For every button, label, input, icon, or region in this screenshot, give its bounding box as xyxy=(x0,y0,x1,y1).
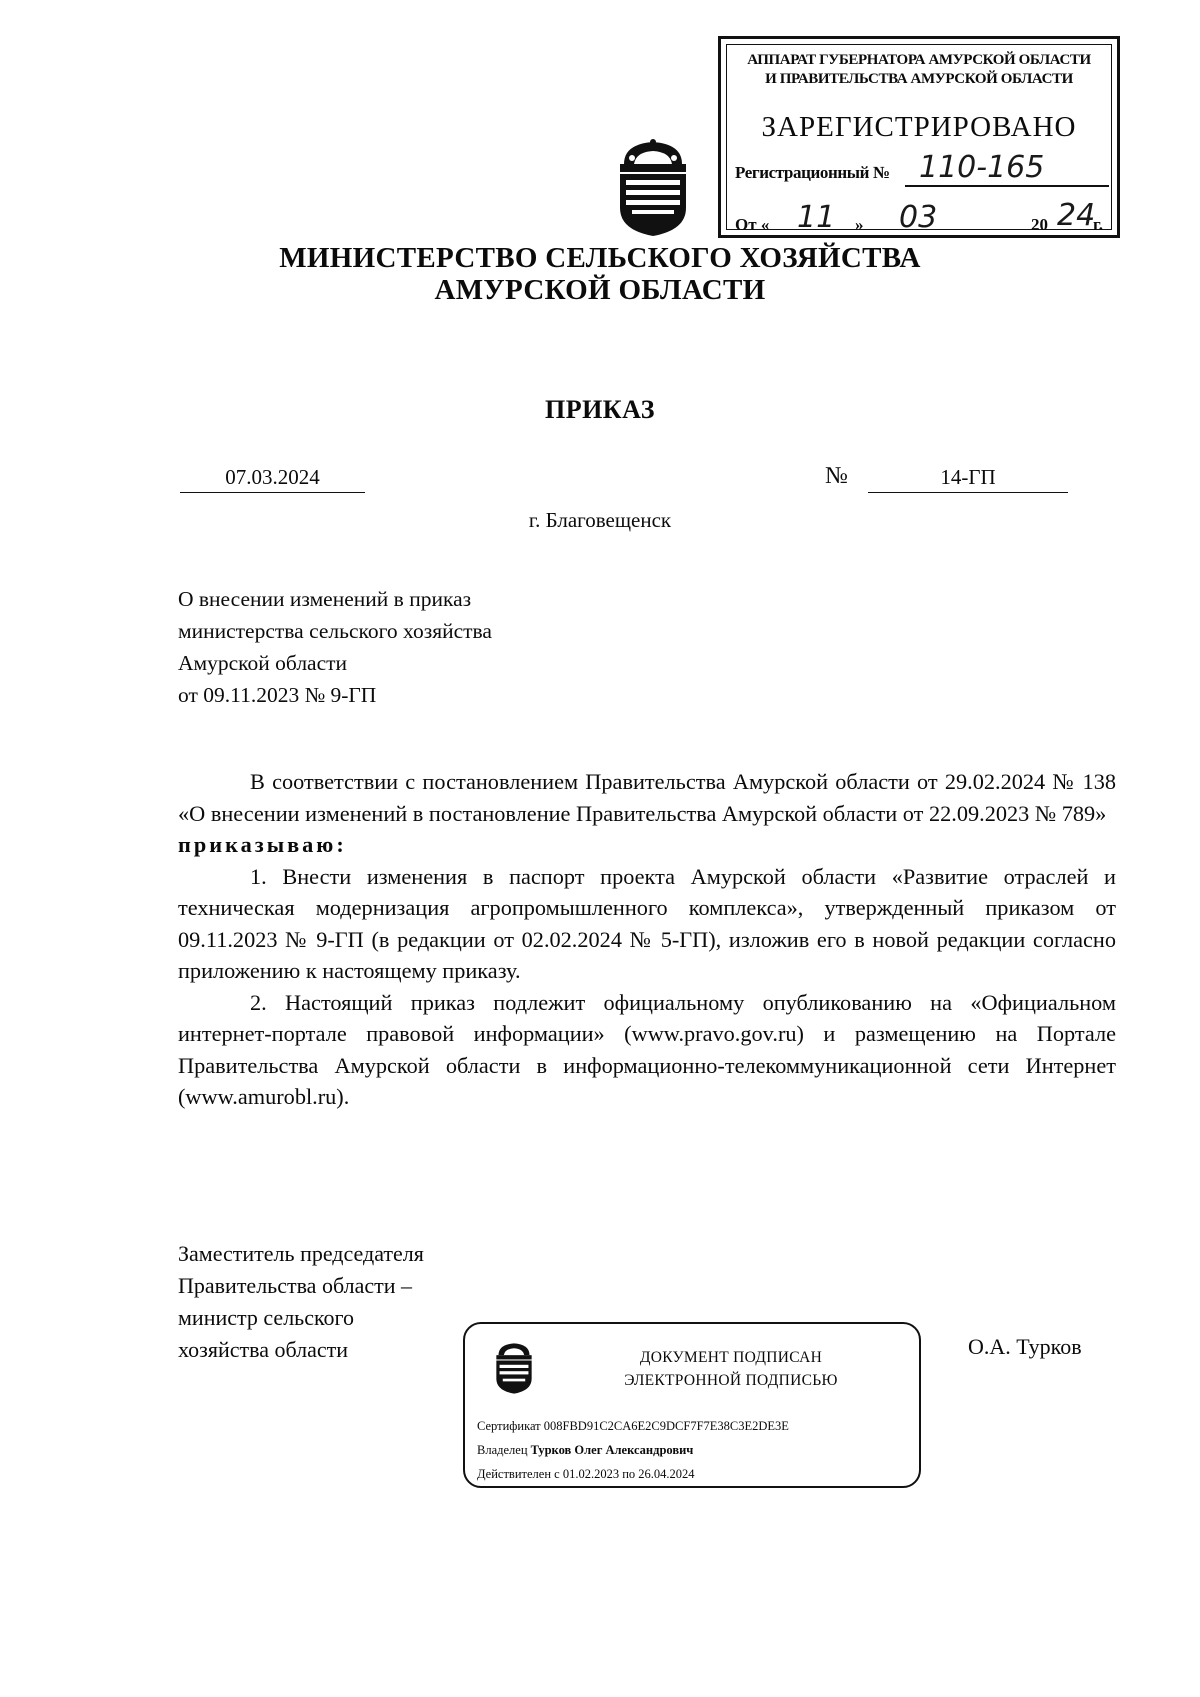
ministry-title-line2: АМУРСКОЙ ОБЛАСТИ xyxy=(434,274,766,306)
signer-position-line: хозяйства области xyxy=(178,1337,349,1362)
registration-month-underline xyxy=(873,235,995,237)
subject-line: О внесении изменений в приказ xyxy=(178,587,472,611)
esig-owner-label: Владелец xyxy=(477,1443,528,1457)
document-type-heading: ПРИКАЗ xyxy=(544,395,656,424)
orders-word: приказываю: xyxy=(178,832,347,857)
order-subject xyxy=(178,583,492,711)
registration-day-handwritten: 11 xyxy=(797,200,836,235)
city: г. Благовещенск xyxy=(528,508,672,532)
registration-status: ЗАРЕГИСТРИРОВАНО xyxy=(761,111,1077,143)
esig-valid-from-word: с xyxy=(554,1467,560,1481)
registration-org-line1: АППАРАТ ГУБЕРНАТОРА АМУРСКОЙ ОБЛАСТИ xyxy=(747,52,1091,68)
esig-valid-label: Действителен xyxy=(477,1467,552,1481)
registration-date-prefix: От « xyxy=(735,215,770,234)
esig-valid-to: 26.04.2024 xyxy=(638,1467,695,1481)
signer-position-line: Заместитель председателя xyxy=(178,1241,424,1266)
preamble-paragraph: В соответствии с постановлением Правительства Амурской области от 29.02.2024 № 138 «О внесении изменений в постановление Правительства Амурской области от 22.09.2023 № 789» xyxy=(178,769,1116,826)
registration-number-label: Регистрационный № xyxy=(735,163,890,182)
esig-owner-value: Турков Олег Александрович xyxy=(530,1443,694,1457)
esig-certificate-row xyxy=(477,1414,789,1438)
ministry-title xyxy=(0,242,1200,306)
order-item-1: 1. Внести изменения в паспорт проекта Амурской области «Развитие отраслей и техническая модернизация агропромышленного комплекса», утвержденный приказом от 09.11.2023 № 9-ГП (в редакции от 02.02.2024 № 5-ГП), изложив его в новой редакции согласно приложению к настоящему приказу. xyxy=(178,863,1116,983)
registration-stamp xyxy=(718,36,1120,238)
registration-day-underline xyxy=(781,235,851,237)
registration-year-handwritten: 24 xyxy=(1057,198,1096,233)
signer-position-line: Правительства области – xyxy=(178,1273,412,1298)
registration-year-underline xyxy=(1053,235,1091,237)
signer-position-line: министр сельского xyxy=(178,1305,355,1330)
registration-number-handwritten: 110-165 xyxy=(919,150,1045,185)
esig-heading xyxy=(551,1346,911,1392)
esig-owner-row xyxy=(477,1438,789,1462)
signer-name: О.А. Турков xyxy=(968,1334,1082,1359)
esig-coat-of-arms-icon xyxy=(491,1341,537,1395)
registration-year-unit: г. xyxy=(1093,215,1104,234)
esig-validity-row xyxy=(477,1462,789,1486)
esig-certificate-label: Сертификат xyxy=(477,1419,541,1433)
esig-certificate-value: 008FBD91C2CA6E2C9DCF7F7E38C3E2DE3E xyxy=(543,1419,789,1433)
registration-year-prefix: 20 xyxy=(1031,215,1048,234)
signer-position xyxy=(178,1238,424,1366)
order-body xyxy=(178,766,1116,1113)
esig-heading-line2: ЭЛЕКТРОННОЙ ПОДПИСЬЮ xyxy=(624,1372,838,1389)
order-number: 14-ГП xyxy=(868,465,1068,493)
registration-org-line2: И ПРАВИТЕЛЬСТВА АМУРСКОЙ ОБЛАСТИ xyxy=(765,71,1073,87)
electronic-signature-box xyxy=(463,1322,921,1488)
esig-valid-to-word: по xyxy=(622,1467,636,1481)
ministry-title-line1: МИНИСТЕРСТВО СЕЛЬСКОГО ХОЗЯЙСТВА xyxy=(279,242,921,274)
registration-stamp-inner-frame xyxy=(726,44,1112,235)
subject-line: от 09.11.2023 № 9-ГП xyxy=(178,683,377,707)
order-date: 07.03.2024 xyxy=(180,465,365,493)
esig-details xyxy=(477,1414,789,1486)
subject-line: министерства сельского хозяйства xyxy=(178,619,492,643)
registration-number-underline xyxy=(905,185,1109,187)
esig-valid-from: 01.02.2023 xyxy=(562,1467,620,1481)
order-number-sign: № xyxy=(825,463,848,489)
order-item-2: 2. Настоящий приказ подлежит официальному опубликованию на «Официальном интернет-портале правовой информации» (www.pravo.gov.ru) и размещению на Портале Правительства Амурской области в информационно-телекоммуникационной сети Интернет (www.amurobl.ru). xyxy=(178,989,1116,1109)
registration-date-quote: » xyxy=(855,215,864,234)
subject-line: Амурской области xyxy=(178,651,348,675)
esig-heading-line1: ДОКУМЕНТ ПОДПИСАН xyxy=(639,1349,823,1366)
amur-coat-of-arms-icon xyxy=(610,138,696,238)
registration-org xyxy=(727,51,1111,89)
registration-month-handwritten: 03 xyxy=(899,200,938,235)
